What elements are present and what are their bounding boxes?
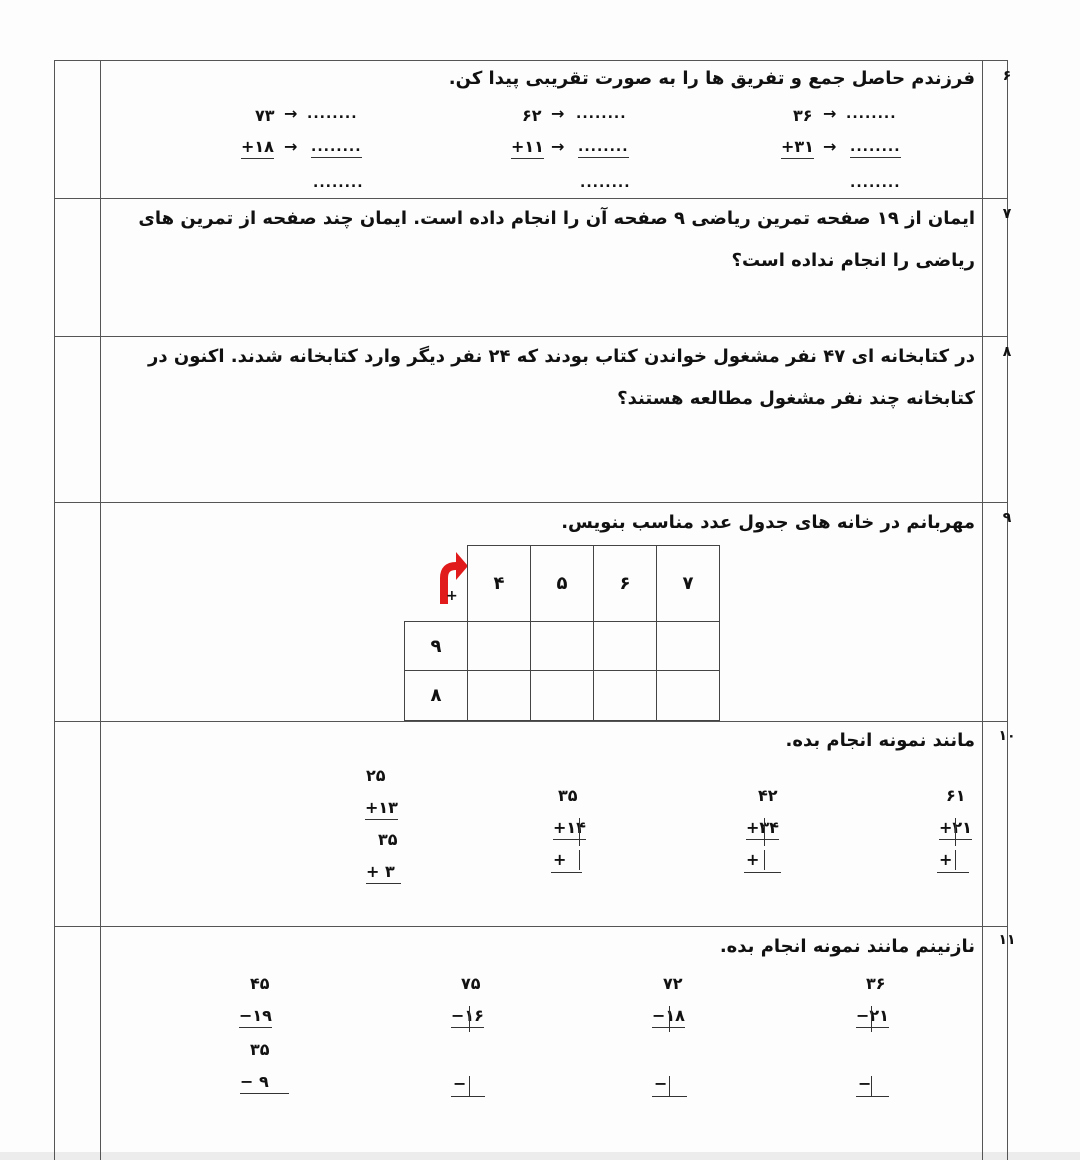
column-bar	[579, 818, 580, 846]
column-bar	[669, 1076, 670, 1096]
row-divider	[54, 502, 1008, 503]
answer-dots[interactable]: ........	[311, 139, 362, 158]
plus-sign: +	[446, 588, 458, 604]
answer-line[interactable]	[937, 872, 969, 873]
row-divider	[54, 926, 1008, 927]
table-answer-cell[interactable]	[530, 621, 594, 671]
answer-dots[interactable]: ........	[850, 175, 901, 191]
question-number: ۷	[1002, 206, 1012, 222]
answer-dots: ........	[576, 106, 627, 122]
number-column-divider	[982, 60, 983, 1160]
problem-bottom-number: +۱۴	[553, 818, 586, 840]
answer-dots[interactable]: ........	[850, 139, 901, 158]
answer-dots: ........	[846, 106, 897, 122]
problem-bottom-number: +۱۱	[511, 137, 544, 159]
column-bar	[764, 850, 765, 870]
example-number: ۴۵	[250, 974, 270, 993]
answer-line[interactable]	[551, 872, 582, 873]
answer-line[interactable]	[744, 872, 781, 873]
arrow-icon: →	[823, 137, 837, 156]
table-header-cell: ۶	[593, 545, 657, 622]
answer-line[interactable]	[652, 1096, 687, 1097]
table-answer-cell[interactable]	[593, 621, 657, 671]
left-margin-divider	[100, 60, 101, 1160]
column-bar	[579, 850, 580, 870]
answer-dots[interactable]: ........	[580, 175, 631, 191]
problem-top-number: ۳۶	[866, 974, 886, 993]
plus-sign: +	[746, 850, 760, 869]
minus-sign: −	[654, 1074, 668, 1093]
table-answer-cell[interactable]	[467, 621, 531, 671]
answer-dots: ........	[307, 106, 358, 122]
problem-bottom-number: +۳۴	[746, 818, 779, 840]
question-text: ایمان از ۱۹ صفحه تمرین ریاضی ۹ صفحه آن را انجام داده است. ایمان چند صفحه از تمرین های ریاضی را انجام نداده است؟	[138, 208, 975, 271]
column-bar	[955, 818, 956, 846]
question-number: ۸	[1002, 344, 1012, 360]
question-text: مانند نمونه انجام بده.	[785, 730, 975, 751]
arrow-icon: →	[284, 104, 298, 123]
problem-top-number: ۳۵	[558, 786, 578, 805]
table-header-cell: ۵	[530, 545, 594, 622]
example-number: − ۹	[240, 1072, 289, 1094]
example-number: + ۳	[366, 862, 401, 884]
arrow-icon: →	[823, 104, 837, 123]
problem-top-number: ۳۶	[793, 106, 813, 125]
question-text: در کتابخانه ای ۴۷ نفر مشغول خواندن کتاب بودند که ۲۴ نفر دیگر وارد کتابخانه شدند. اکنون در کتابخانه چند نفر مشغول مطالعه هستند؟	[148, 346, 975, 409]
column-bar	[955, 850, 956, 870]
problem-top-number: ۶۲	[522, 106, 542, 125]
minus-sign: −	[858, 1074, 872, 1093]
question-number: ۹	[1002, 510, 1012, 526]
question-number: ۱۰	[998, 728, 1016, 744]
plus-sign: +	[939, 850, 953, 869]
table-row-header-cell: ۹	[404, 621, 468, 671]
answer-dots[interactable]: ........	[313, 175, 364, 191]
example-number: ۳۵	[378, 830, 398, 849]
question-number: ۶	[1002, 68, 1012, 84]
example-number: ۳۵	[250, 1040, 270, 1059]
problem-bottom-number: −۲۱	[856, 1006, 889, 1028]
question-text: نازنینم مانند نمونه انجام بده.	[719, 936, 975, 957]
table-answer-cell[interactable]	[530, 670, 594, 721]
example-number: −۱۹	[239, 1006, 272, 1028]
column-bar	[764, 818, 765, 846]
example-number: +۱۳	[365, 798, 398, 820]
question-text: مهربانم در خانه های جدول عدد مناسب بنویس.	[561, 512, 975, 533]
answer-line[interactable]	[856, 1096, 889, 1097]
column-bar	[871, 1006, 872, 1032]
column-bar	[469, 1076, 470, 1096]
answer-line[interactable]	[451, 1096, 485, 1097]
answer-dots[interactable]: ........	[578, 139, 629, 158]
example-number: ۲۵	[366, 766, 386, 785]
table-answer-cell[interactable]	[593, 670, 657, 721]
table-answer-cell[interactable]	[467, 670, 531, 721]
column-bar	[469, 1006, 470, 1032]
problem-top-number: ۴۲	[758, 786, 778, 805]
table-header-cell: ۴	[467, 545, 531, 622]
problem-top-number: ۷۲	[663, 974, 683, 993]
table-answer-cell[interactable]	[656, 670, 720, 721]
column-bar	[871, 1076, 872, 1096]
column-bar	[669, 1006, 670, 1032]
table-header-cell: ۷	[656, 545, 720, 622]
problem-bottom-number: −۱۸	[652, 1006, 685, 1028]
problem-top-number: ۶۱	[946, 786, 966, 805]
arrow-icon: →	[284, 137, 298, 156]
arrow-icon: →	[551, 104, 565, 123]
question-text: فرزندم حاصل جمع و تفریق ها را به صورت تقریبی پیدا کن.	[448, 68, 975, 89]
question-number: ۱۱	[998, 932, 1016, 948]
problem-bottom-number: −۱۶	[451, 1006, 484, 1028]
row-divider	[54, 721, 1008, 722]
problem-bottom-number: +۳۱	[781, 137, 814, 159]
plus-sign: +	[553, 850, 567, 869]
table-row-header-cell: ۸	[404, 670, 468, 721]
problem-bottom-number: +۲۱	[939, 818, 972, 840]
problem-bottom-number: +۱۸	[241, 137, 274, 159]
minus-sign: −	[453, 1074, 467, 1093]
table-answer-cell[interactable]	[656, 621, 720, 671]
arrow-icon: →	[551, 137, 565, 156]
problem-top-number: ۷۵	[461, 974, 481, 993]
problem-top-number: ۷۳	[255, 106, 275, 125]
